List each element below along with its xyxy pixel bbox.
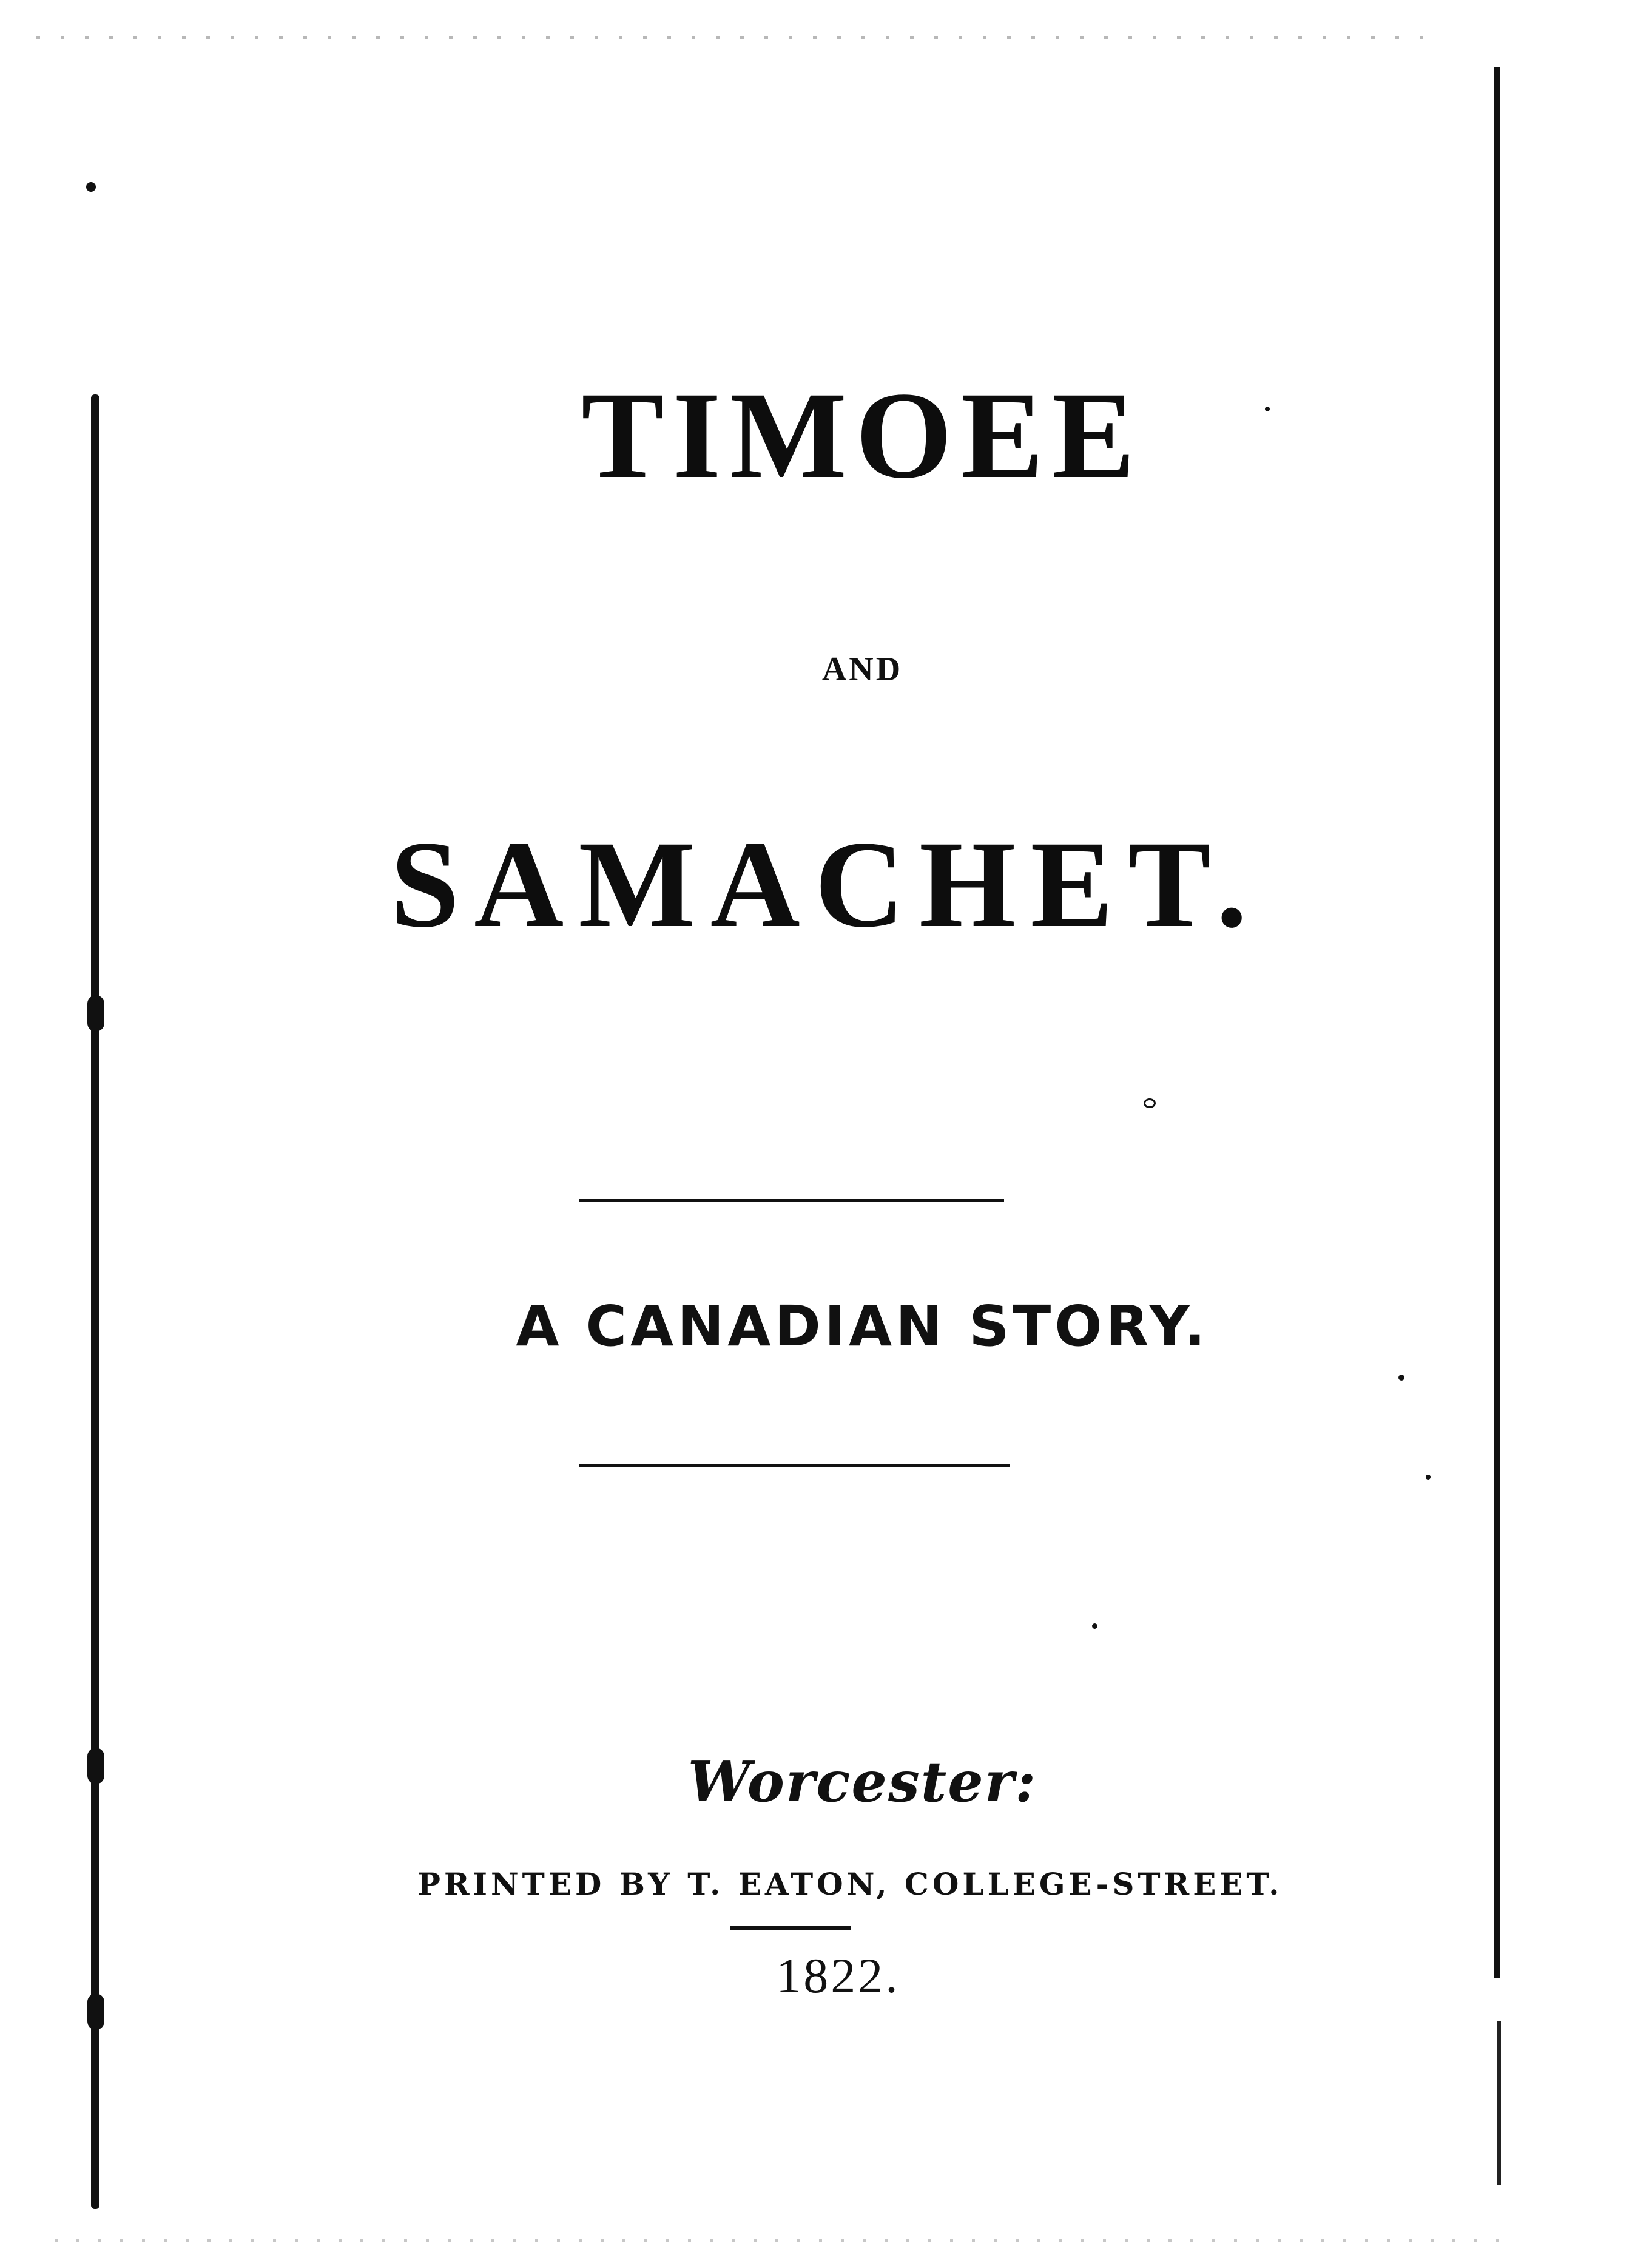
imprint-year: 1822. <box>776 1948 900 2003</box>
divider-rule <box>579 1199 1004 1202</box>
imprint-rule <box>730 1926 851 1930</box>
scan-edge-bottom <box>55 2239 1499 2242</box>
binding-knot <box>87 995 104 1032</box>
imprint-place: Worcester: <box>687 1749 1037 1814</box>
ink-speck <box>1398 1375 1404 1381</box>
subtitle: A CANADIAN STORY. <box>516 1294 1209 1359</box>
ink-speck <box>86 182 96 192</box>
title-conjunction: AND <box>821 651 903 688</box>
page-edge-right <box>1494 67 1500 1978</box>
imprint-printer: PRINTED BY T. EATON, COLLEGE-STREET. <box>417 1866 1283 1902</box>
page-edge-right-lower <box>1497 2021 1501 2185</box>
scan-edge-top <box>36 36 1444 39</box>
title-line-2: SAMACHET. <box>390 816 1262 953</box>
ink-speck <box>1426 1475 1431 1480</box>
title-line-1: TIMOEE <box>581 367 1144 504</box>
ink-speck <box>1092 1623 1097 1629</box>
ink-speck <box>1144 1098 1156 1108</box>
divider-rule <box>579 1464 1010 1467</box>
